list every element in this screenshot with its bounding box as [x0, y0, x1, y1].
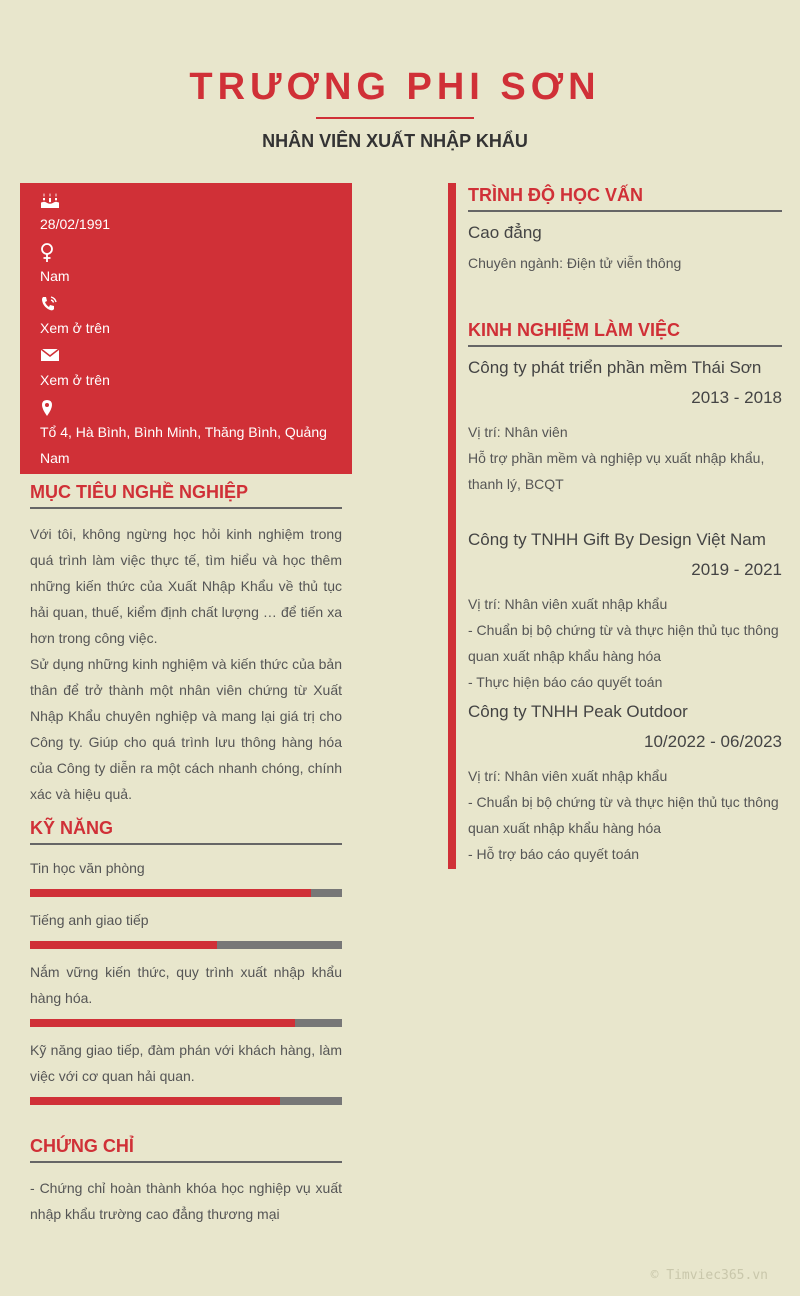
certificates-section	[30, 1136, 342, 1227]
skill-item	[30, 1037, 342, 1105]
education-heading: TRÌNH ĐỘ HỌC VẤN	[468, 185, 782, 212]
job-detail: Vị trí: Nhân viên	[468, 424, 568, 440]
birthday-row	[40, 191, 332, 237]
objective-paragraph-2: Sử dụng những kinh nghiệm và kiến thức của bản thân để trở thành một nhân viên chứng từ Xuất Nhập Khẩu chuyên nghiệp và mang lại giá trị cho Công ty. Giúp cho quá trình lưu thông hàng hóa của Công ty diễn ra một cách nhanh chóng, chính xác và hiệu quả.	[30, 656, 342, 802]
job-entry	[468, 525, 782, 695]
education-level: Cao đẳng	[468, 223, 542, 242]
envelope-icon	[40, 347, 62, 367]
phone-icon	[40, 295, 62, 315]
footer-credit: © Timviec365.vn	[650, 1268, 768, 1283]
job-detail: - Hỗ trợ báo cáo quyết toán	[468, 846, 640, 862]
map-marker-icon	[40, 399, 62, 419]
objective-section	[30, 482, 342, 807]
address-row	[40, 399, 332, 471]
job-detail: Hỗ trợ phần mềm và nghiệp vụ xuất nhập khẩu, thanh lý, BCQT	[468, 450, 765, 492]
experience-section	[468, 320, 782, 867]
contact-box	[20, 183, 352, 474]
skills-section	[30, 818, 342, 1105]
job-detail: - Chuẩn bị bộ chứng từ và thực hiện thủ tục thông quan xuất nhập khẩu hàng hóa	[468, 794, 779, 836]
skill-item	[30, 959, 342, 1027]
job-years: 10/2022 - 06/2023	[643, 732, 782, 751]
job-company: Công ty phát triển phần mềm Thái Sơn	[468, 358, 762, 377]
job-detail: Vị trí: Nhân viên xuất nhập khẩu	[468, 596, 668, 612]
skill-item	[30, 855, 342, 897]
skill-level-fill	[30, 889, 311, 897]
skill-level-fill	[30, 1019, 295, 1027]
candidate-name: TRƯƠNG PHI SƠN	[189, 66, 601, 108]
skill-level-bar	[30, 1019, 342, 1027]
skills-heading: KỸ NĂNG	[30, 818, 342, 845]
education-major: Chuyên ngành: Điện tử viễn thông	[468, 255, 682, 271]
certificate-text: - Chứng chỉ hoàn thành khóa học nghiệp vụ xuất nhập khẩu trường cao đẳng thương mại	[30, 1180, 342, 1222]
job-years: 2019 - 2021	[691, 560, 782, 579]
job-detail: Vị trí: Nhân viên xuất nhập khẩu	[468, 768, 668, 784]
address-text: Tổ 4, Hà Bình, Bình Minh, Thăng Bình, Quảng Nam	[40, 424, 327, 466]
gender-row	[40, 243, 332, 289]
job-detail: - Chuẩn bị bộ chứng từ và thực hiện thủ tục thông quan xuất nhập khẩu hàng hóa	[468, 622, 779, 664]
name-underline	[316, 117, 474, 119]
objective-heading: MỤC TIÊU NGHỀ NGHIỆP	[30, 482, 342, 509]
job-detail: - Thực hiện báo cáo quyết toán	[468, 674, 663, 690]
skill-name: Tin học văn phòng	[30, 860, 145, 876]
email-row	[40, 347, 332, 393]
skill-level-fill	[30, 941, 217, 949]
objective-paragraph-1: Với tôi, không ngừng học hỏi kinh nghiệm trong quá trình làm việc thực tế, tìm hiểu và học thêm những kiến thức của Xuất Nhập Khẩu về thủ tục hải quan, thuế, kiểm định chất lượng … để tiến xa hơn trong công việc.	[30, 526, 342, 646]
phone-row	[40, 295, 332, 341]
skill-level-bar	[30, 1097, 342, 1105]
skill-level-bar	[30, 941, 342, 949]
job-entry	[468, 353, 782, 497]
female-gender-icon	[40, 243, 62, 263]
job-company: Công ty TNHH Peak Outdoor	[468, 702, 688, 721]
experience-heading: KINH NGHIỆM LÀM VIỆC	[468, 320, 782, 347]
skill-name: Tiếng anh giao tiếp	[30, 912, 149, 928]
job-years: 2013 - 2018	[691, 388, 782, 407]
job-title: NHÂN VIÊN XUẤT NHẬP KHẨU	[262, 131, 528, 151]
right-column-accent-bar	[448, 183, 456, 869]
skill-item	[30, 907, 342, 949]
education-section	[468, 185, 782, 276]
email-text: Xem ở trên	[40, 372, 110, 388]
birthday-cake-icon	[40, 191, 62, 211]
job-entry	[468, 697, 782, 867]
gender-text: Nam	[40, 268, 70, 284]
skill-level-bar	[30, 889, 342, 897]
skill-level-fill	[30, 1097, 280, 1105]
skill-name: Kỹ năng giao tiếp, đàm phán với khách hàng, làm việc với cơ quan hải quan.	[30, 1042, 342, 1084]
birthday-text: 28/02/1991	[40, 216, 111, 232]
certificates-heading: CHỨNG CHỈ	[30, 1136, 342, 1163]
job-company: Công ty TNHH Gift By Design Việt Nam	[468, 530, 766, 549]
phone-text: Xem ở trên	[40, 320, 110, 336]
skill-name: Nắm vững kiến thức, quy trình xuất nhập khẩu hàng hóa.	[30, 964, 342, 1006]
